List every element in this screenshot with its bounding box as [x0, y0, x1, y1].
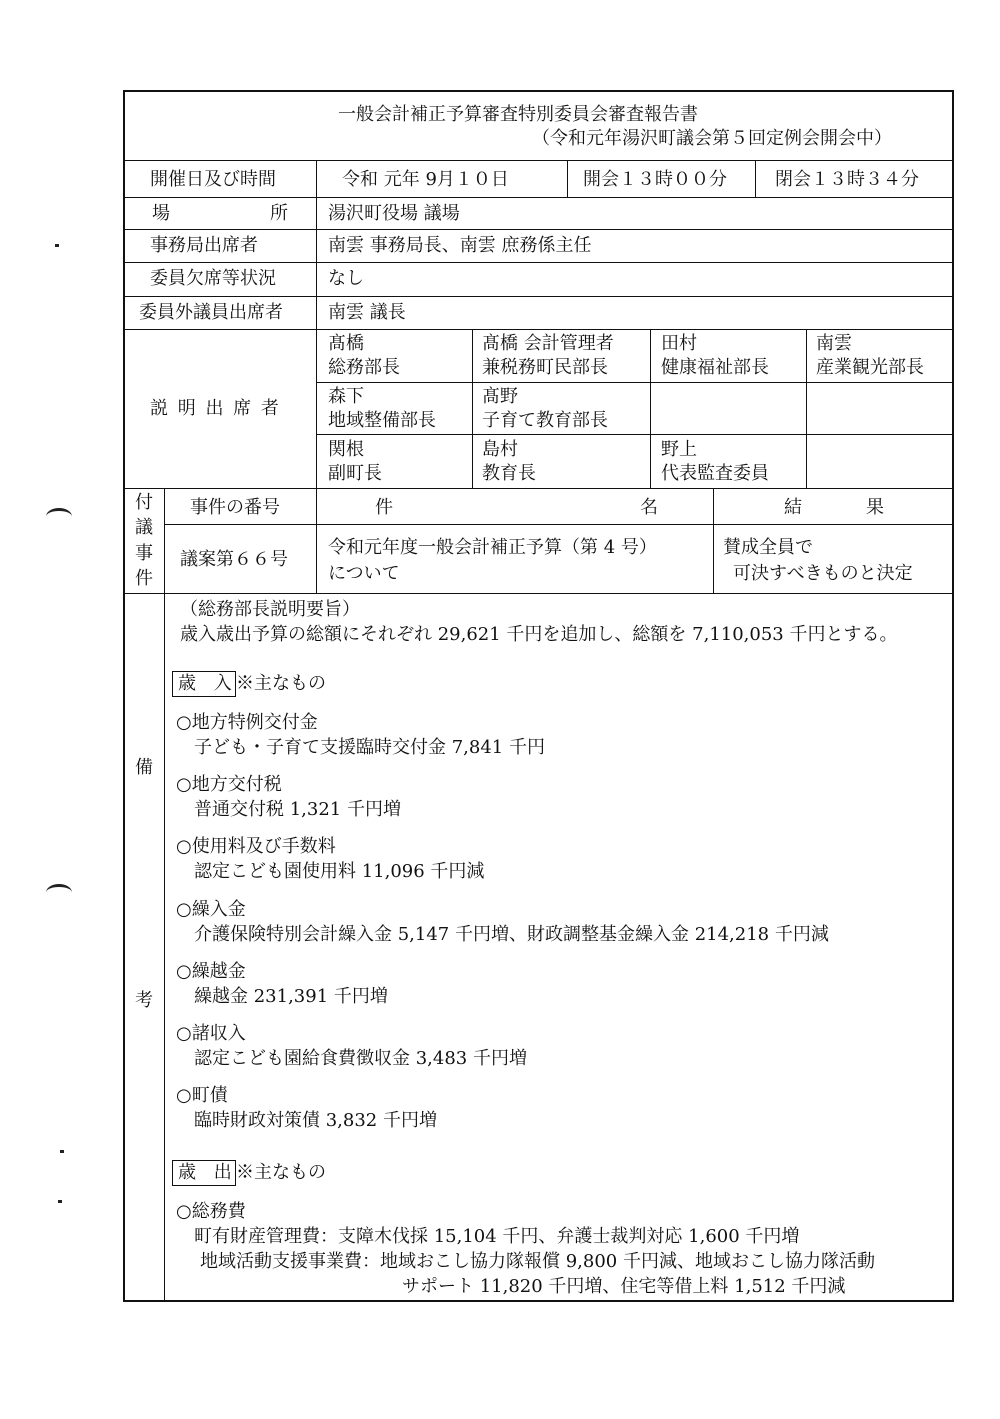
agenda-case-line1: 令和元年度一般会計補正予算（第 4 号） [328, 537, 657, 558]
scan-speck [58, 1200, 62, 1203]
remarks-summary: 歳入歳出予算の総額にそれぞれ 29,621 千円を追加し、総額を 7,110,053 千円とする。 [180, 624, 898, 645]
open-time: 開会１３時００分 [583, 169, 727, 190]
remarks-side-b: 考 [135, 990, 153, 1011]
binder-hole-mark [46, 508, 72, 525]
explainer-role: 代表監査委員 [661, 463, 769, 484]
meeting-date: 令和 元年 9月１０日 [342, 169, 509, 190]
agenda-result-line1: 賛成全員で [723, 537, 813, 558]
rule [123, 488, 954, 489]
revenue-item-detail: 介護保険特別会計繰入金 5,147 千円増、財政調整基金繰入金 214,218 千円減 [194, 924, 829, 945]
revenue-item-head: ○使用料及び手数料 [176, 836, 336, 857]
explainer-role: 兼税務町民部長 [482, 357, 608, 378]
explainer-role: 副町長 [328, 463, 382, 484]
agenda-case-line2: について [328, 563, 400, 584]
expense-head: ○総務費 [176, 1201, 246, 1222]
explainer-role: 健康福祉部長 [661, 357, 769, 378]
explainer-role: 地域整備部長 [328, 410, 436, 431]
revenue-item-head: ○地方交付税 [176, 774, 282, 795]
remarks-intro: （総務部長説明要旨） [180, 599, 360, 620]
explainer-name: 野上 [661, 439, 697, 460]
binder-hole-mark [46, 884, 72, 901]
report-title: 一般会計補正予算審査特別委員会審査報告書 [338, 104, 698, 125]
explainer-name: 島村 [482, 439, 518, 460]
revenue-item-detail: 子ども・子育て支援臨時交付金 7,841 千円 [194, 737, 545, 758]
agenda-side-char: 付 [135, 492, 153, 513]
rule [567, 160, 568, 197]
expense-line: 地域活動支援事業費：地域おこし協力隊報償 9,800 千円減、地域おこし協力隊活動 [200, 1251, 875, 1272]
scan-speck [60, 1150, 64, 1153]
revenue-item-detail: 認定こども園給食費徴収金 3,483 千円増 [194, 1048, 527, 1069]
revenue-note: ※主なもの [236, 673, 326, 694]
agenda-result-header-b: 果 [866, 497, 884, 518]
agenda-side-char: 事 [135, 543, 153, 564]
office-label: 事務局出席者 [150, 235, 258, 256]
absence-value: なし [328, 268, 364, 289]
agenda-case-header-b: 名 [640, 497, 658, 518]
report-subtitle: （令和元年湯沢町議会第５回定例会開会中） [532, 128, 892, 149]
revenue-item-detail: 普通交付税 1,321 千円増 [194, 799, 401, 820]
rule [316, 382, 954, 383]
rule [123, 296, 954, 297]
explainer-role: 総務部長 [328, 357, 400, 378]
revenue-item-detail: 繰越金 231,391 千円増 [194, 986, 388, 1007]
rule [316, 160, 317, 593]
explainer-name: 髙野 [482, 386, 518, 407]
expense-note: ※主なもの [236, 1162, 326, 1183]
agenda-result-header-a: 結 [784, 497, 802, 518]
expense-box-label: 歳 出 [178, 1162, 238, 1183]
place-label-b: 所 [270, 203, 288, 224]
datetime-label: 開催日及び時間 [150, 169, 276, 190]
place-label-a: 場 [152, 203, 170, 224]
rule [123, 593, 954, 594]
revenue-item-head: ○地方特例交付金 [176, 712, 318, 733]
explainer-role: 教育長 [482, 463, 536, 484]
revenue-item-detail: 認定こども園使用料 11,096 千円減 [194, 861, 485, 882]
revenue-item-head: ○諸収入 [176, 1023, 246, 1044]
outside-label: 委員外議員出席者 [139, 302, 283, 323]
expense-line: 町有財産管理費：支障木伐採 15,104 千円、弁護士裁判対応 1,600 千円増 [194, 1226, 800, 1247]
close-time: 閉会１３時３４分 [775, 169, 919, 190]
explainers-label: 説 明 出 席 者 [150, 398, 281, 419]
expense-line: サポート 11,820 千円増、住宅等借上料 1,512 千円減 [402, 1276, 846, 1297]
agenda-side-char: 件 [135, 568, 153, 589]
revenue-item-head: ○繰越金 [176, 961, 246, 982]
agenda-case-header-a: 件 [375, 497, 393, 518]
rule [164, 488, 165, 1302]
rule [713, 488, 714, 593]
rule [806, 329, 807, 488]
explainer-name: 南雲 [816, 333, 852, 354]
explainer-name: 関根 [328, 439, 364, 460]
rule [650, 329, 651, 488]
scan-speck [55, 244, 59, 247]
rule [123, 160, 954, 161]
explainer-name: 森下 [328, 386, 364, 407]
rule [123, 197, 954, 198]
absence-label: 委員欠席等状況 [150, 268, 276, 289]
place-value: 湯沢町役場 議場 [328, 203, 460, 224]
explainer-role: 産業観光部長 [816, 357, 924, 378]
revenue-item-detail: 臨時財政対策債 3,832 千円増 [194, 1110, 437, 1131]
rule [316, 434, 954, 435]
agenda-side-char: 議 [135, 517, 153, 538]
rule [472, 329, 473, 488]
agenda-result-line2: 可決すべきものと決定 [733, 563, 913, 584]
outside-value: 南雲 議長 [328, 302, 406, 323]
explainer-name: 田村 [661, 333, 697, 354]
explainer-name: 髙橋 会計管理者 [482, 333, 614, 354]
explainer-name: 髙橋 [328, 333, 364, 354]
rule [123, 229, 954, 230]
rule [123, 262, 954, 263]
rule [164, 524, 954, 525]
explainer-role: 子育て教育部長 [482, 410, 608, 431]
revenue-box-label: 歳 入 [178, 673, 238, 694]
revenue-item-head: ○町債 [176, 1085, 228, 1106]
rule [755, 160, 756, 197]
remarks-side-a: 備 [135, 757, 153, 778]
agenda-number: 議案第６６号 [180, 549, 288, 570]
revenue-item-head: ○繰入金 [176, 899, 246, 920]
rule [123, 329, 954, 330]
office-value: 南雲 事務局長、南雲 庶務係主任 [328, 235, 592, 256]
agenda-number-header: 事件の番号 [190, 497, 280, 518]
